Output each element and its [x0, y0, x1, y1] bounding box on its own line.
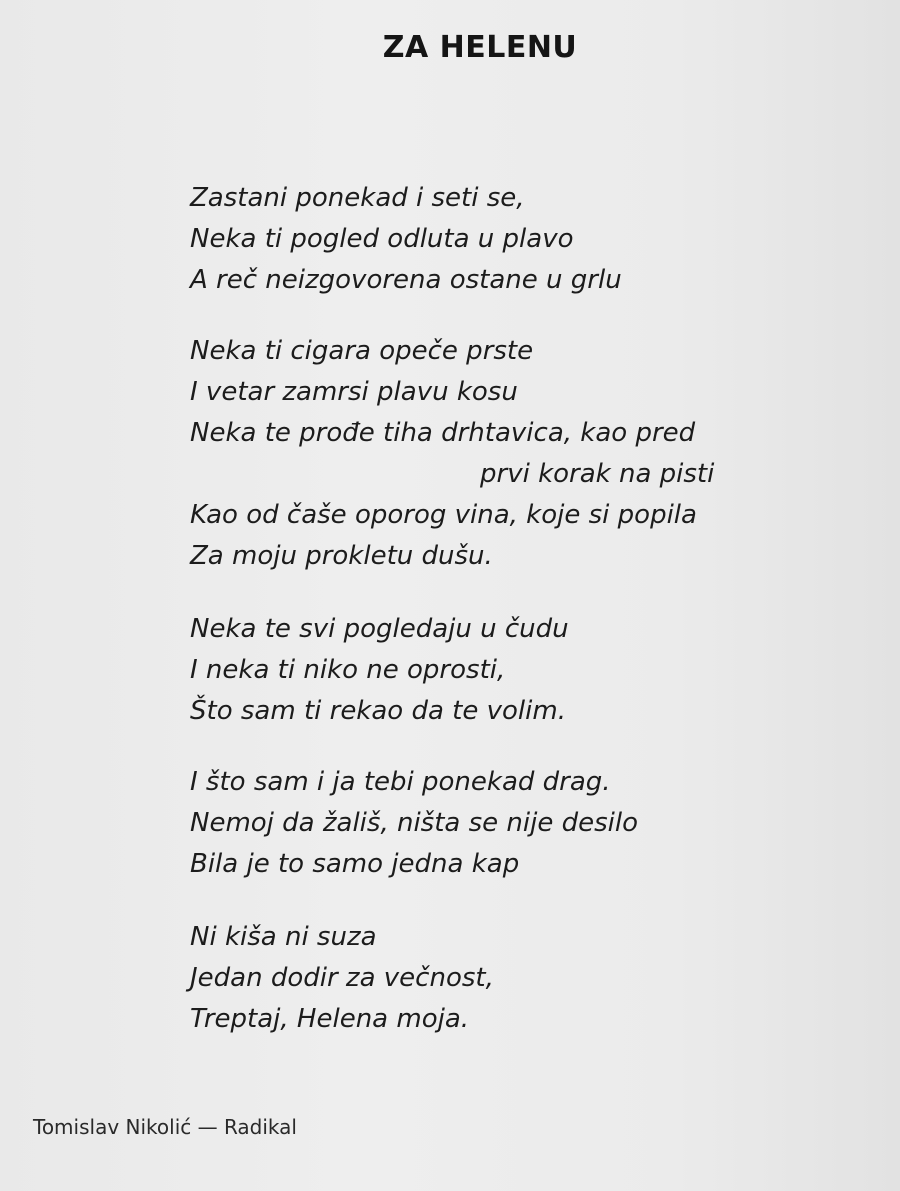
poem-body	[190, 178, 830, 1070]
poem-line: Zastani ponekad i seti se,	[190, 183, 525, 213]
author-attribution: Tomislav Nikolić — Radikal	[33, 1115, 297, 1139]
poem-line-continuation: prvi korak na pisti	[480, 459, 715, 489]
poem-line: Jedan dodir za večnost,	[190, 963, 494, 993]
stanza-5	[190, 917, 830, 1040]
poem-line: Neka ti cigara opeče prste	[190, 336, 534, 366]
poem-line: Neka te prođe tiha drhtavica, kao pred	[190, 418, 696, 448]
poem-title: ZA HELENU	[382, 30, 578, 65]
poem-line: I što sam i ja tebi ponekad drag.	[190, 767, 611, 797]
stanza-1	[190, 178, 830, 301]
poem-line: Neka ti pogled odluta u plavo	[190, 224, 574, 254]
poem-line: I neka ti niko ne oprosti,	[190, 655, 506, 685]
poem-line: A reč neizgovorena ostane u grlu	[190, 265, 622, 295]
stanza-4	[190, 762, 830, 885]
stanza-2	[190, 331, 830, 577]
stanza-3	[190, 609, 830, 732]
poem-line: Treptaj, Helena moja.	[190, 1004, 470, 1034]
poem-line: Za moju prokletu dušu.	[190, 541, 493, 571]
poem-line: Neka te svi pogledaju u čudu	[190, 614, 569, 644]
poem-line: Nemoj da žališ, ništa se nije desilo	[190, 808, 639, 838]
poem-line: Što sam ti rekao da te volim.	[190, 696, 566, 726]
poem-line: Bila je to samo jedna kap	[190, 849, 520, 879]
poem-line: I vetar zamrsi plavu kosu	[190, 377, 518, 407]
poem-line: Ni kiša ni suza	[190, 922, 377, 952]
poem-line: Kao od čaše oporog vina, koje si popila	[190, 500, 697, 530]
